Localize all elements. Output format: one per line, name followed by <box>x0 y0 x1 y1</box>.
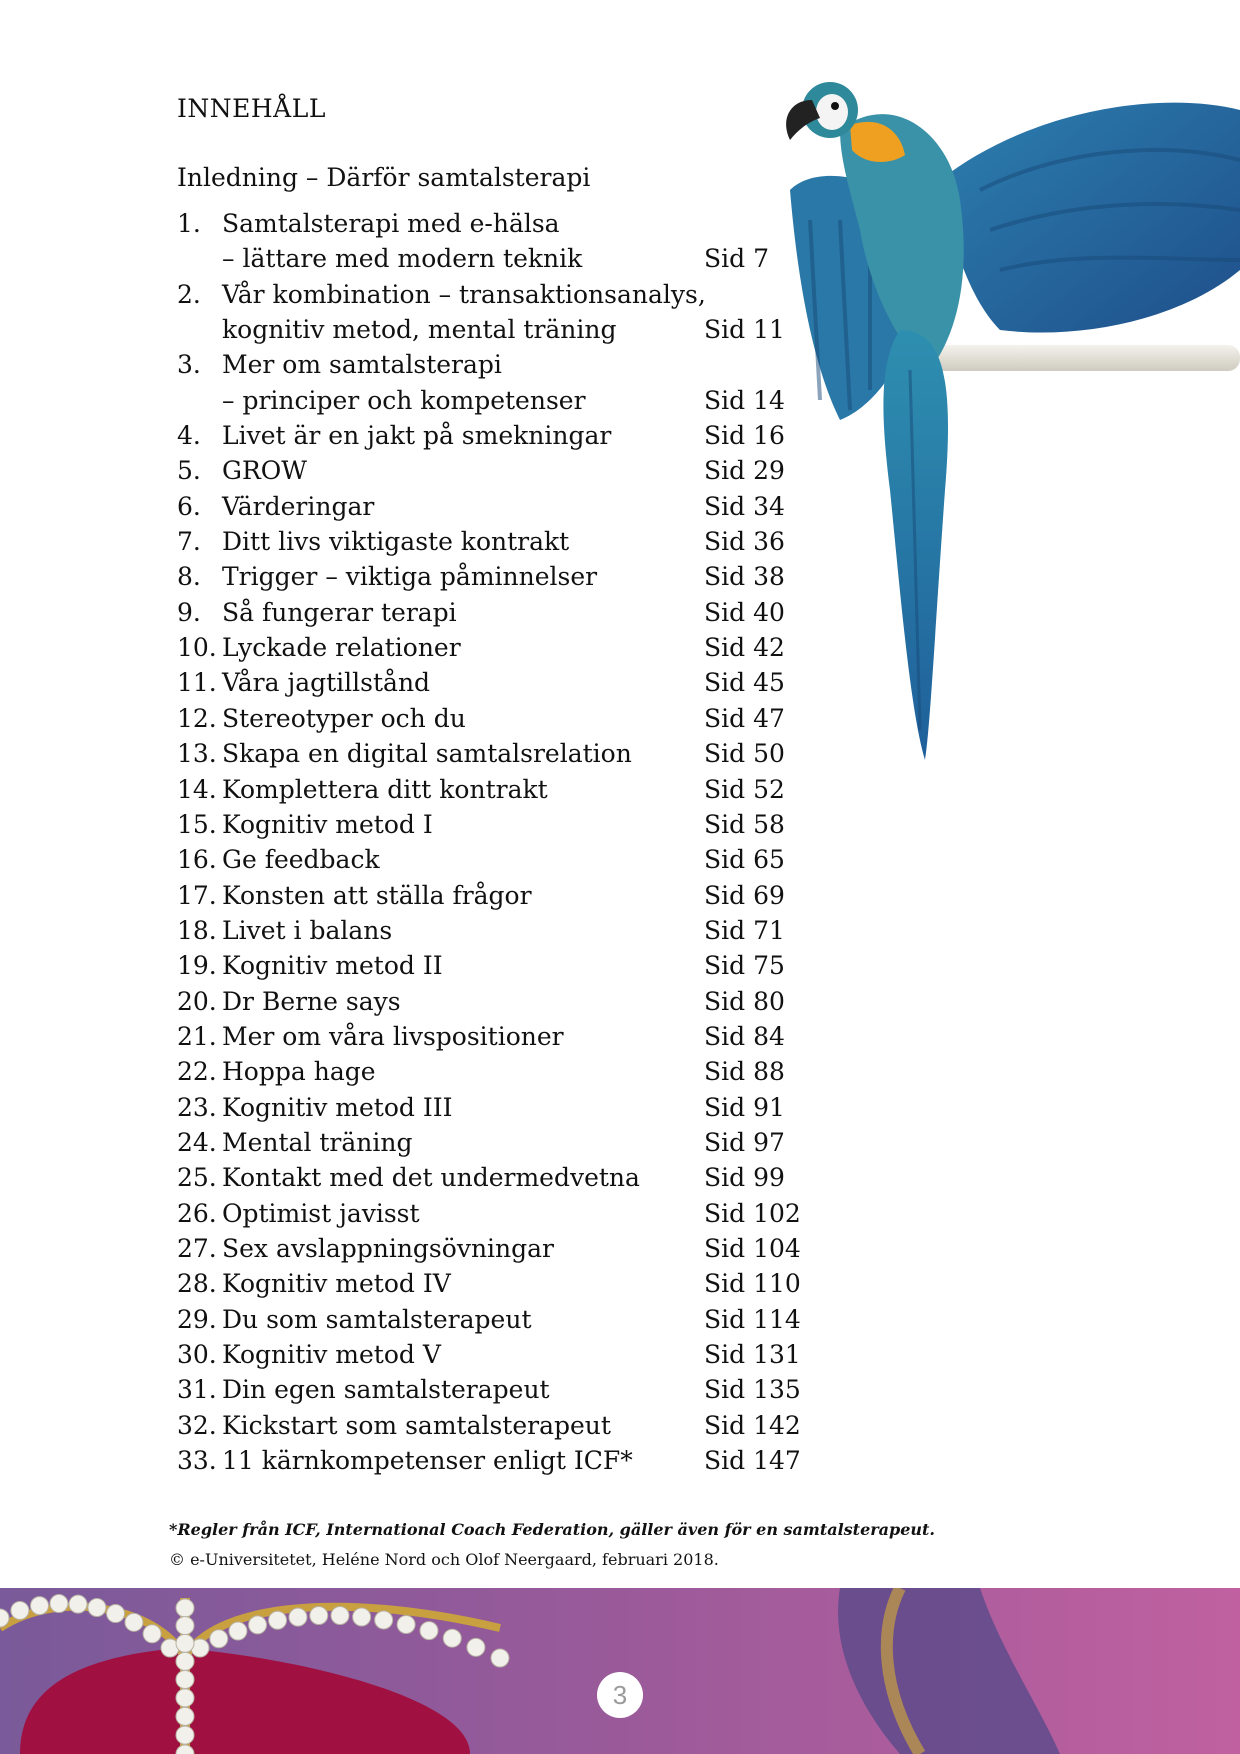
toc-entry <box>177 1266 801 1301</box>
toc-page-ref: Sid 102 <box>704 1198 801 1228</box>
page-number: 3 <box>597 1672 643 1718</box>
toc-page-ref: Sid 14 <box>704 385 785 415</box>
toc-entry <box>177 312 797 347</box>
toc-entry <box>177 1160 797 1195</box>
toc-entry <box>177 277 797 312</box>
toc-title: Du som samtalsterapeut <box>222 1304 532 1334</box>
toc-page-ref: Sid 71 <box>704 915 785 945</box>
pearl <box>269 1611 287 1629</box>
toc-entry <box>177 1054 797 1089</box>
toc-page-ref: Sid 142 <box>704 1410 801 1440</box>
toc-number: 12. <box>177 703 217 733</box>
toc-entry <box>177 736 797 771</box>
toc-number: 15. <box>177 809 217 839</box>
toc-entry <box>177 948 797 983</box>
toc-title: Vår kombination – transaktionsanalys, <box>222 279 706 309</box>
toc-title: Värderingar <box>222 491 375 521</box>
toc-title: GROW <box>222 456 307 486</box>
toc-page-ref: Sid 110 <box>704 1269 801 1299</box>
toc-title: Kognitiv metod I <box>222 809 433 839</box>
toc-page-ref: Sid 58 <box>704 809 785 839</box>
toc-entry <box>177 347 797 382</box>
pearl <box>176 1671 194 1689</box>
pearl <box>176 1689 194 1707</box>
toc-entry <box>177 665 797 700</box>
toc-entry <box>177 984 797 1019</box>
toc-title: Livet i balans <box>222 915 393 945</box>
toc-number: 23. <box>177 1092 217 1122</box>
toc-number: 14. <box>177 774 217 804</box>
toc-title: Kontakt med det undermedvetna <box>222 1163 640 1193</box>
toc-title: Hoppa hage <box>222 1057 376 1087</box>
toc-entry <box>177 453 797 488</box>
toc-title: Stereotyper och du <box>222 703 466 733</box>
pearl <box>310 1607 328 1625</box>
toc-entry <box>177 878 797 913</box>
pearl <box>176 1599 194 1617</box>
toc-page-ref: Sid 7 <box>704 244 769 274</box>
toc-title: Lyckade relationer <box>222 633 461 663</box>
toc-entry <box>177 489 797 524</box>
toc-title: Skapa en digital samtalsrelation <box>222 739 632 769</box>
toc-entry <box>177 206 797 241</box>
toc-page-ref: Sid 114 <box>704 1304 801 1334</box>
footnote: *Regler från ICF, International Coach Federation, gäller även för en samtalsterapeut. <box>169 1520 935 1539</box>
toc-title: Så fungerar terapi <box>222 597 457 627</box>
toc-page-ref: Sid 69 <box>704 880 785 910</box>
toc-number: 30. <box>177 1340 217 1369</box>
toc-title: Ge feedback <box>222 845 380 875</box>
toc-entry <box>177 418 797 453</box>
toc-page-ref: Sid 42 <box>704 633 785 663</box>
toc-number: 26. <box>177 1198 217 1228</box>
pearl <box>176 1634 194 1652</box>
pearl <box>69 1595 87 1613</box>
toc-entry <box>177 807 797 842</box>
toc-entry <box>177 1231 801 1266</box>
toc-title: Konsten att ställa frågor <box>222 880 532 910</box>
toc-number: 21. <box>177 1021 217 1051</box>
toc-number: 27. <box>177 1233 217 1263</box>
toc-page-ref: Sid 84 <box>704 1021 785 1051</box>
pearl <box>11 1601 29 1619</box>
toc-page-ref: Sid 88 <box>704 1057 785 1087</box>
toc-number: 20. <box>177 986 217 1016</box>
toc-title: Kognitiv metod V <box>222 1340 441 1369</box>
toc-page-ref: Sid 91 <box>704 1092 785 1122</box>
toc-page-ref: Sid 80 <box>704 986 785 1016</box>
toc-entry <box>177 1302 801 1337</box>
toc-title: Sex avslappningsövningar <box>222 1233 554 1263</box>
toc-title: – lättare med modern teknik <box>222 244 583 274</box>
pearl <box>107 1605 125 1623</box>
toc-heading: INNEHÅLL <box>177 94 326 123</box>
toc-entry <box>177 1196 801 1231</box>
toc-number: 9. <box>177 597 201 627</box>
pearl <box>176 1745 194 1754</box>
pearl <box>125 1613 143 1631</box>
toc-number: 8. <box>177 562 201 592</box>
toc-title: Mer om samtalsterapi <box>222 350 502 380</box>
toc-number: 10. <box>177 633 217 663</box>
toc-title: Mental träning <box>222 1127 413 1157</box>
toc-number: 32. <box>177 1410 217 1440</box>
pearl <box>249 1616 267 1634</box>
toc-entry <box>177 842 797 877</box>
toc-page-ref: Sid 36 <box>704 527 785 557</box>
toc-title: Ditt livs viktigaste kontrakt <box>222 527 570 557</box>
toc-entry <box>177 1408 801 1443</box>
toc-page-ref: Sid 75 <box>704 951 785 981</box>
toc-entry <box>177 383 797 418</box>
toc-entry <box>177 1372 801 1407</box>
toc-entry <box>177 1443 801 1478</box>
toc-page-ref: Sid 131 <box>704 1340 801 1369</box>
toc-page-ref: Sid 34 <box>704 491 785 521</box>
pearl <box>491 1649 509 1667</box>
toc-number: 33. <box>177 1446 217 1476</box>
toc-title: Kognitiv metod III <box>222 1092 453 1122</box>
pearl <box>289 1608 307 1626</box>
toc-page-ref: Sid 104 <box>704 1233 801 1263</box>
toc-number: 1. <box>177 209 201 238</box>
toc-title: Kickstart som samtalsterapeut <box>222 1410 611 1440</box>
toc-entry <box>177 1125 797 1160</box>
toc-entry <box>177 772 797 807</box>
toc-introduction: Inledning – Därför samtalsterapi <box>177 163 591 192</box>
toc-number: 24. <box>177 1127 217 1157</box>
toc-entry <box>177 913 797 948</box>
pearl <box>397 1616 415 1634</box>
toc-page-ref: Sid 45 <box>704 668 785 698</box>
toc-title: Trigger – viktiga påminnelser <box>222 562 598 592</box>
toc-entry <box>177 1019 797 1054</box>
pearl <box>50 1595 68 1613</box>
macaw-illustration <box>780 70 1240 850</box>
toc-entry <box>177 1090 797 1125</box>
toc-page-ref: Sid 52 <box>704 774 785 804</box>
toc-number: 4. <box>177 421 201 451</box>
pearl <box>0 1609 9 1627</box>
toc-number: 6. <box>177 491 201 521</box>
pearl <box>229 1622 247 1640</box>
pearl <box>176 1726 194 1744</box>
pearl <box>331 1607 349 1625</box>
toc-number: 7. <box>177 527 201 557</box>
pearl <box>176 1652 194 1670</box>
toc-title: Kognitiv metod II <box>222 951 443 981</box>
toc-number: 29. <box>177 1304 217 1334</box>
toc-page-ref: Sid 65 <box>704 845 785 875</box>
pearl <box>443 1629 461 1647</box>
toc-page-ref: Sid 38 <box>704 562 785 592</box>
crown-pearls <box>0 1588 520 1754</box>
toc-title: kognitiv metod, mental träning <box>222 315 617 345</box>
toc-entry <box>177 524 797 559</box>
toc-page-ref: Sid 135 <box>704 1375 801 1405</box>
toc-title: Dr Berne says <box>222 986 401 1016</box>
toc-title: Din egen samtalsterapeut <box>222 1375 550 1405</box>
toc-entry <box>177 701 797 736</box>
pearl <box>210 1630 228 1648</box>
toc-entry <box>177 559 797 594</box>
toc-title: Komplettera ditt kontrakt <box>222 774 548 804</box>
toc-entry <box>177 241 797 276</box>
toc-page-ref: Sid 97 <box>704 1127 785 1157</box>
toc-number: 18. <box>177 915 217 945</box>
toc-title: Kognitiv metod IV <box>222 1269 451 1299</box>
toc-page-ref: Sid 11 <box>704 315 785 345</box>
pearl <box>88 1599 106 1617</box>
toc-title: Mer om våra livspositioner <box>222 1021 564 1051</box>
pearl <box>176 1617 194 1635</box>
pearl <box>31 1597 49 1615</box>
pearl <box>375 1611 393 1629</box>
toc-page-ref: Sid 40 <box>704 597 785 627</box>
toc-title: Optimist javisst <box>222 1198 420 1228</box>
toc-page-ref: Sid 47 <box>704 703 785 733</box>
toc-page-ref: Sid 147 <box>704 1446 801 1476</box>
toc-title: 11 kärnkompetenser enligt ICF* <box>222 1446 633 1476</box>
pearl <box>143 1625 161 1643</box>
toc-number: 25. <box>177 1163 217 1193</box>
table-of-contents <box>177 206 801 1478</box>
toc-number: 5. <box>177 456 201 486</box>
toc-number: 13. <box>177 739 217 769</box>
toc-title: Samtalsterapi med e-hälsa <box>222 209 560 238</box>
pearl <box>467 1638 485 1656</box>
toc-number: 31. <box>177 1375 217 1405</box>
toc-page-ref: Sid 29 <box>704 456 785 486</box>
toc-number: 17. <box>177 880 217 910</box>
toc-number: 28. <box>177 1269 217 1299</box>
toc-entry <box>177 595 797 630</box>
pearl <box>353 1608 371 1626</box>
pearl <box>176 1707 194 1725</box>
toc-title: Våra jagtillstånd <box>222 668 431 698</box>
toc-number: 2. <box>177 279 201 309</box>
toc-entry <box>177 630 797 665</box>
toc-number: 11. <box>177 668 217 698</box>
toc-entry <box>177 1337 801 1372</box>
toc-title: Livet är en jakt på smekningar <box>222 421 612 451</box>
copyright-notice: © e-Universitetet, Heléne Nord och Olof Neergaard, februari 2018. <box>169 1550 719 1569</box>
toc-page-ref: Sid 50 <box>704 739 785 769</box>
toc-number: 19. <box>177 951 217 981</box>
toc-page-ref: Sid 99 <box>704 1163 785 1193</box>
toc-number: 3. <box>177 350 201 380</box>
toc-page-ref: Sid 16 <box>704 421 785 451</box>
toc-number: 16. <box>177 845 217 875</box>
pearl <box>420 1622 438 1640</box>
toc-title: – principer och kompetenser <box>222 385 586 415</box>
toc-number: 22. <box>177 1057 217 1087</box>
